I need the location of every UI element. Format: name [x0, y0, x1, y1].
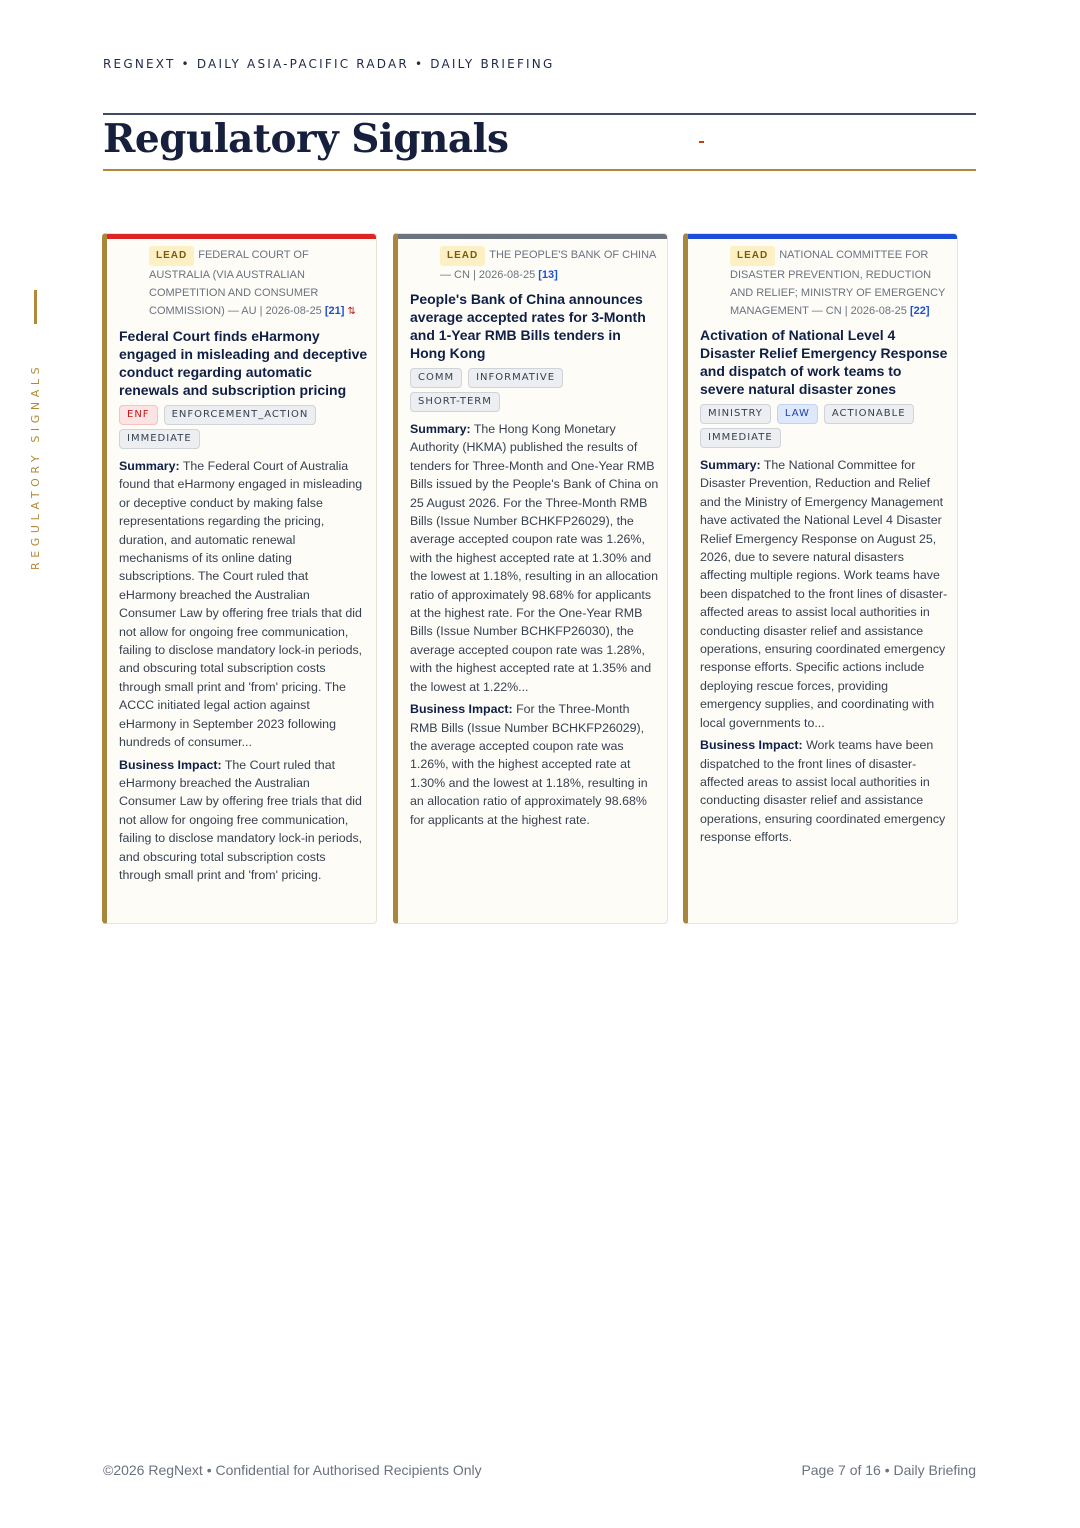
card-summary: Summary: The Federal Court of Australia found that eHarmony engaged in misleading or deceptive conduct by making false representations regarding the pricing, duration, and automatic renewal mechanisms of its online dating subscriptions. The Court ruled that eHarmony breached the Australian Consumer Law by offering free trials that did not allow for ongoing free communication, failing to disclose mandatory lock-in periods, and obscuring total subscription costs through small print and 'from' pricing. The ACCC initiated legal action against eHarmony in September 2023 following hundreds of consumer... — [119, 459, 363, 750]
tag: ENF — [119, 405, 158, 425]
card-summary: Summary: The National Committee for Disaster Prevention, Reduction and Relief and the Ministry of Emergency Management have activated the National Level 4 Disaster Relief Emergency Response on August 25, 2026, due to severe natural disasters affecting multiple regions. Work teams have been dispatched to the front lines of disaster-affected areas to assist local authorities in conducting disaster relief and assistance operations, ensuring coordinated emergency response efforts. Specific actions include deploying rescue forces, providing emergency supplies, and coordinating with local governments to... — [700, 458, 948, 730]
tag: LAW — [777, 404, 818, 424]
side-accent-bar — [34, 290, 37, 324]
title-accent-mark — [699, 141, 704, 143]
citation-link[interactable]: [22] — [909, 305, 930, 317]
header-rule-top — [103, 113, 976, 115]
card-source: FEDERAL COURT OF AUSTRALIA (VIA AUSTRALIAN COMPETITION AND CONSUMER COMMISSION) — AU | 2026-08-25 — [149, 249, 322, 317]
card-meta — [119, 246, 368, 321]
tag: INFORMATIVE — [468, 368, 563, 388]
signal-card-pboc — [393, 233, 668, 924]
lead-badge: LEAD — [730, 246, 775, 266]
card-accent-bar — [107, 234, 376, 239]
card-meta — [700, 246, 949, 320]
side-section-label: REGULATORY SIGNALS — [29, 362, 42, 570]
lead-badge: LEAD — [440, 246, 485, 266]
swap-arrows-icon: ⇅ — [347, 306, 356, 317]
tag: MINISTRY — [700, 404, 771, 424]
citation-link[interactable]: [13] — [538, 269, 558, 281]
tag: COMM — [410, 368, 462, 388]
tag-list — [119, 405, 368, 453]
signal-card-eharmony — [102, 233, 377, 924]
tag: ACTIONABLE — [824, 404, 914, 424]
card-summary: Summary: The Hong Kong Monetary Authority (HKMA) published the results of tenders for Three-Month and One-Year RMB Bills issued by the People's Bank of China on 25 August 2026. For the Three-Month RMB Bills (Issue Number BCHKFP26029), the average accepted coupon rate was 1.26%, with the highest accepted rate at 1.30% and the lowest at 1.18%, resulting in an allocation ratio of approximately 98.68% for applicants at the highest rate. For the One-Year RMB Bills (Issue Number BCHKFP26030), the average accepted coupon rate was 1.28%, with the highest accepted rate at 1.35% and the lowest at 1.22%... — [410, 422, 659, 694]
card-source: NATIONAL COMMITTEE FOR DISASTER PREVENTION, REDUCTION AND RELIEF; MINISTRY OF EMERGENCY MANAGEMENT — CN | 2026-08-25 — [730, 249, 946, 317]
card-accent-bar — [398, 234, 667, 239]
signal-card-disaster-response — [683, 233, 958, 924]
card-title: Federal Court finds eHarmony engaged in misleading and deceptive conduct regarding automatic renewals and subscription pricing — [119, 328, 368, 398]
footer-copyright: ©2026 RegNext • Confidential for Authorised Recipients Only — [103, 1462, 482, 1478]
report-kicker: REGNEXT • DAILY ASIA-PACIFIC RADAR • DAILY BRIEFING — [103, 57, 555, 71]
card-accent-bar — [688, 234, 957, 239]
citation-link[interactable]: [21] — [324, 305, 345, 317]
tag: IMMEDIATE — [119, 429, 200, 449]
card-title: People's Bank of China announces average accepted rates for 3-Month and 1-Year RMB Bills tenders in Hong Kong — [410, 291, 646, 361]
tag: IMMEDIATE — [700, 428, 781, 448]
card-business-impact: Business Impact: Work teams have been dispatched to the front lines of disaster-affected areas to assist local authorities in conducting disaster relief and assistance operations, ensuring coordinated emergency response efforts. — [700, 738, 946, 845]
footer-page-number: Page 7 of 16 • Daily Briefing — [801, 1462, 976, 1478]
card-business-impact: Business Impact: The Court ruled that eHarmony breached the Australian Consumer Law by offering free trials that did not allow for ongoing free communication, failing to disclose mandatory lock-in periods, and obscuring total subscription costs through small print and 'from' pricing. — [119, 757, 363, 882]
header-rule-bottom — [103, 169, 976, 171]
lead-badge: LEAD — [149, 246, 194, 266]
card-business-impact: Business Impact: For the Three-Month RMB Bills (Issue Number BCHKFP26029), the average accepted coupon rate was 1.26%, with the highest accepted rate at 1.30% and the lowest at 1.18%, resulting in an allocation ratio of approximately 98.68% for applicants at the highest rate. — [410, 702, 648, 827]
page-title: Regulatory Signals — [103, 116, 509, 162]
tag: SHORT-TERM — [410, 392, 500, 412]
tag-list — [700, 404, 949, 452]
card-source: THE PEOPLE'S BANK OF CHINA — CN | 2026-08-25 — [440, 249, 656, 281]
card-title: Activation of National Level 4 Disaster Relief Emergency Response and dispatch of work teams to severe natural disaster zones — [700, 327, 948, 397]
tag-list — [410, 368, 659, 416]
tag: ENFORCEMENT_ACTION — [164, 405, 317, 425]
card-meta — [410, 246, 659, 284]
